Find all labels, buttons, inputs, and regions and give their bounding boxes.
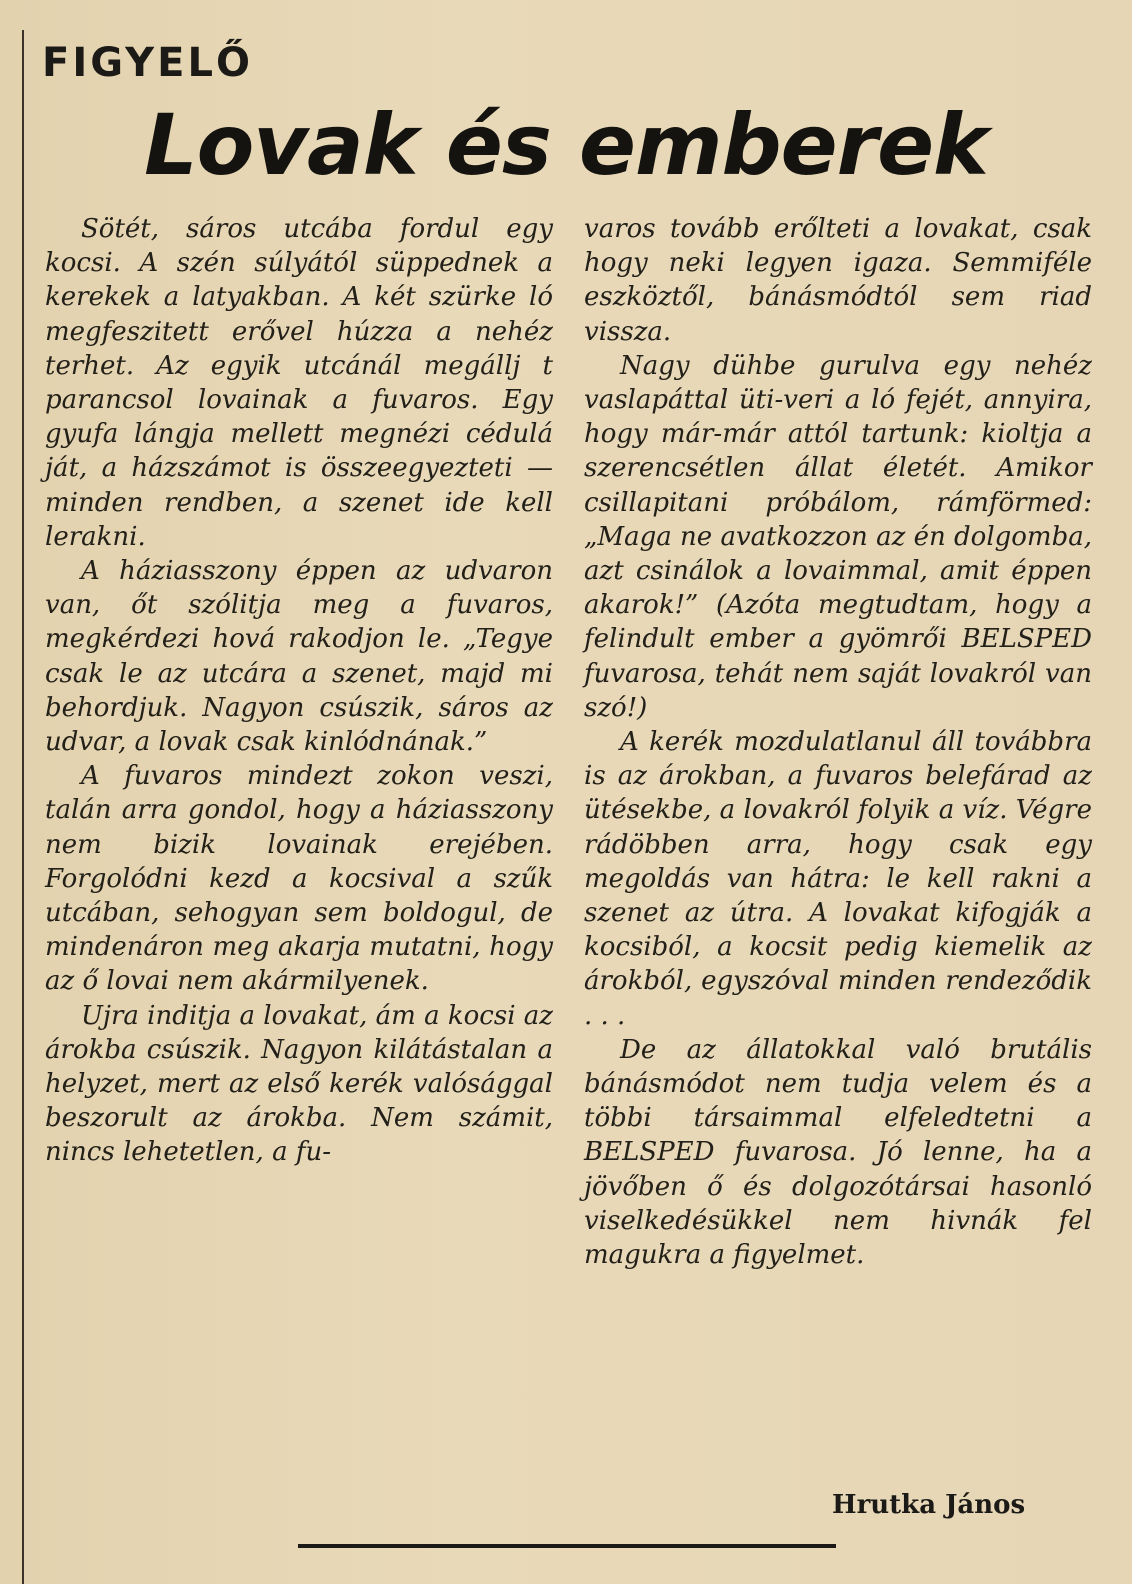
- paragraph-7: De az állatokkal való brutális bánásmódot nem tudja velem és a többi társaimmal elfeledtetni a BELSPED fuvarosa. Jó lenne, ha a jövőben ő és dolgozótársai hasonló viselkedésükkel nem hivnák fel magukra a figyelmet.: [584, 1034, 1092, 1271]
- paragraph-2: A háziasszony éppen az udvaron van, őt szólitja meg a fuvaros, megkérdezi hová rakodjon le. „Tegye csak le az utcára a szenet, majd mi behordjuk. Nagyon csúszik, sáros az udvar, a lovak csak kinlódnának.”: [45, 556, 553, 758]
- article-column-right: [584, 212, 1092, 1272]
- paragraph-1: Sötét, sáros utcába fordul egy kocsi. A szén súlyától süppednek a kerekek a latyakban. A két szürke ló megfeszitett erővel húzza a nehéz terhet. Az egyik utcánál megállj t parancsol lovainak a fuvaros. Egy gyufa lángja mellett megnézi cédulá ját, a házszámot is összeegyezteti — minden rendben, a szenet ide kell lerakni.: [45, 214, 553, 552]
- paragraph-4-end: varos tovább erőlteti a lovakat, csak hogy neki legyen igaza. Semmiféle eszköztől, bánásmódtól sem riad vissza.: [584, 214, 1092, 347]
- section-label: FIGYELŐ: [42, 40, 253, 86]
- paragraph-4-start: Ujra inditja a lovakat, ám a kocsi az árokba csúszik. Nagyon kilátástalan a helyzet, mert az első kerék valósággal beszorult az árokba. Nem számit, nincs lehetetlen, a fu-: [45, 1000, 553, 1168]
- bottom-divider: [298, 1544, 836, 1548]
- article-column-left: [45, 212, 553, 1170]
- paragraph-6: A kerék mozdulatlanul áll továbbra is az árokban, a fuvaros belefárad az ütésekbe, a lovakról folyik a víz. Végre rádöbben arra, hogy csak egy megoldás van hátra: le kell rakni a szenet az útra. A lovakat kifogják a kocsiból, a kocsit pedig kiemelik az árokból, egyszóval minden rendeződik . . .: [584, 727, 1092, 1031]
- author-byline: Hrutka János: [832, 1490, 1026, 1520]
- article-headline: Lovak és emberek: [144, 96, 988, 194]
- left-border-rule: [22, 30, 24, 1584]
- paragraph-5: Nagy dühbe gurulva egy nehéz vaslapáttal üti-veri a ló fejét, annyira, hogy már-már attól tartunk: kioltja a szerencsétlen állat életét. Amikor csillapitani próbálom, rámförmed: „Maga ne avatkozzon az én dolgomba, azt csinálok a lovaimmal, amit éppen akarok!” (Azóta megtudtam, hogy a felindult ember a gyömrői BELSPED fuvarosa, tehát nem saját lovakról van szó!): [584, 350, 1092, 723]
- paragraph-3: A fuvaros mindezt zokon veszi, talán arra gondol, hogy a háziasszony nem bizik lovainak erejében. Forgolódni kezd a kocsival a szűk utcában, sehogyan sem boldogul, de mindenáron meg akarja mutatni, hogy az ő lovai nem akármilyenek.: [45, 761, 553, 997]
